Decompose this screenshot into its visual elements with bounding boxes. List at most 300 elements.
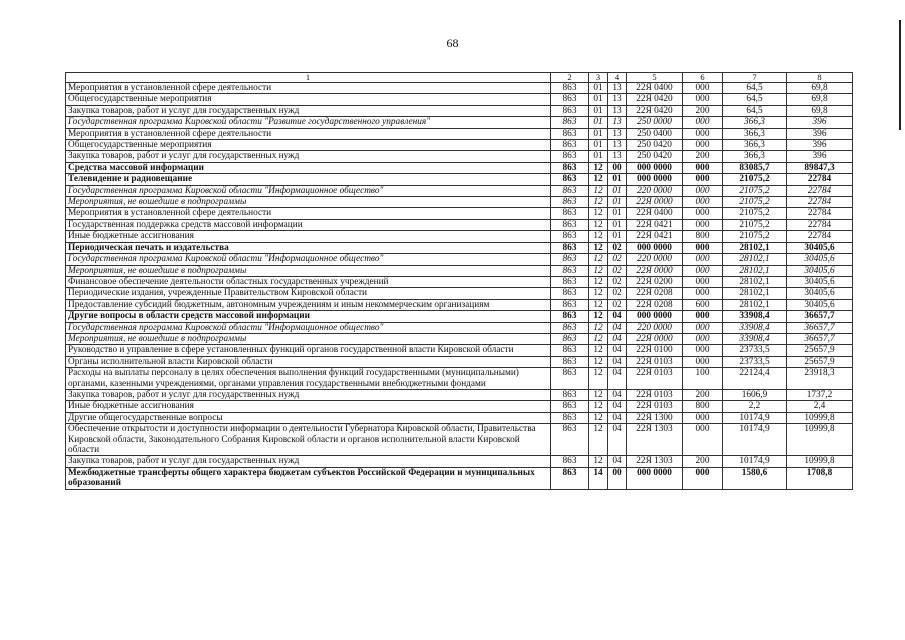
subsection-code-cell: 13 <box>608 83 627 94</box>
expense-type-cell: 800 <box>683 231 723 242</box>
subsection-code-cell: 04 <box>608 368 627 390</box>
target-article-cell: 22Я 0208 <box>627 288 683 299</box>
amount-year1-cell: 23733,5 <box>723 356 787 367</box>
expense-type-cell: 600 <box>683 299 723 310</box>
ved-code-cell: 863 <box>551 242 589 253</box>
subsection-code-cell: 04 <box>608 401 627 412</box>
row-name-cell: Мероприятия в установленной сфере деятельности <box>66 208 551 219</box>
amount-year1-cell: 366,3 <box>723 128 787 139</box>
row-name-cell: Другие вопросы в области средств массовой информации <box>66 311 551 322</box>
amount-year2-cell: 396 <box>787 117 853 128</box>
amount-year1-cell: 21075,2 <box>723 174 787 185</box>
row-name-cell: Государственная программа Кировской области "Информационное общество" <box>66 254 551 265</box>
section-code-cell: 01 <box>589 128 608 139</box>
subsection-code-cell: 02 <box>608 288 627 299</box>
table-row <box>66 83 853 94</box>
target-article-cell: 000 0000 <box>627 162 683 173</box>
amount-year1-cell: 33908,4 <box>723 311 787 322</box>
ved-code-cell: 863 <box>551 333 589 344</box>
expense-type-cell: 000 <box>683 345 723 356</box>
amount-year2-cell: 25657,9 <box>787 345 853 356</box>
ved-code-cell: 863 <box>551 424 589 456</box>
section-code-cell: 14 <box>589 467 608 489</box>
table-row <box>66 333 853 344</box>
table-body <box>66 83 853 490</box>
row-name-cell: Государственная программа Кировской области "Информационное общество" <box>66 322 551 333</box>
expense-type-cell: 200 <box>683 151 723 162</box>
expense-type-cell: 000 <box>683 140 723 151</box>
row-name-cell: Обеспечение открытости и доступности информации о деятельности Губернатора Кировской области, Правительства Кировской области, Законодательного Собрания Кировской области и органов исполнительной власти Кировской области <box>66 424 551 456</box>
table-row <box>66 174 853 185</box>
row-name-cell: Периодическая печать и издательства <box>66 242 551 253</box>
table-row <box>66 311 853 322</box>
table-row <box>66 401 853 412</box>
ved-code-cell: 863 <box>551 322 589 333</box>
table-row <box>66 162 853 173</box>
expense-type-cell: 000 <box>683 185 723 196</box>
subsection-code-cell: 02 <box>608 254 627 265</box>
target-article-cell: 22Я 0421 <box>627 219 683 230</box>
ved-code-cell: 863 <box>551 299 589 310</box>
section-code-cell: 12 <box>589 401 608 412</box>
table-row <box>66 242 853 253</box>
target-article-cell: 000 0000 <box>627 174 683 185</box>
target-article-cell: 250 0420 <box>627 140 683 151</box>
section-code-cell: 12 <box>589 185 608 196</box>
subsection-code-cell: 02 <box>608 299 627 310</box>
amount-year1-cell: 21075,2 <box>723 219 787 230</box>
amount-year2-cell: 10999,8 <box>787 456 853 467</box>
ved-code-cell: 863 <box>551 219 589 230</box>
target-article-cell: 220 0000 <box>627 185 683 196</box>
table-row <box>66 345 853 356</box>
ved-code-cell: 863 <box>551 467 589 489</box>
expense-type-cell: 000 <box>683 333 723 344</box>
table-row <box>66 197 853 208</box>
amount-year2-cell: 10999,8 <box>787 412 853 423</box>
table-row <box>66 219 853 230</box>
target-article-cell: 22Я 0100 <box>627 345 683 356</box>
amount-year2-cell: 22784 <box>787 197 853 208</box>
amount-year1-cell: 28102,1 <box>723 254 787 265</box>
target-article-cell: 22Я 0000 <box>627 197 683 208</box>
row-name-cell: Мероприятия в установленной сфере деятельности <box>66 128 551 139</box>
target-article-cell: 220 0000 <box>627 322 683 333</box>
section-code-cell: 12 <box>589 174 608 185</box>
amount-year2-cell: 22784 <box>787 231 853 242</box>
amount-year1-cell: 21075,2 <box>723 185 787 196</box>
amount-year2-cell: 396 <box>787 140 853 151</box>
row-name-cell: Периодические издания, учрежденные Правительством Кировской области <box>66 288 551 299</box>
expense-type-cell: 000 <box>683 265 723 276</box>
section-code-cell: 12 <box>589 322 608 333</box>
table-row <box>66 276 853 287</box>
column-header: 1 <box>66 73 551 83</box>
target-article-cell: 22Я 1303 <box>627 424 683 456</box>
row-name-cell: Иные бюджетные ассигнования <box>66 401 551 412</box>
amount-year2-cell: 2,4 <box>787 401 853 412</box>
subsection-code-cell: 02 <box>608 242 627 253</box>
expense-type-cell: 200 <box>683 105 723 116</box>
subsection-code-cell: 02 <box>608 276 627 287</box>
amount-year1-cell: 64,5 <box>723 83 787 94</box>
expense-type-cell: 000 <box>683 276 723 287</box>
row-name-cell: Предоставление субсидий бюджетным, автономным учреждениям и иным некоммерческим организациям <box>66 299 551 310</box>
target-article-cell: 22Я 0103 <box>627 389 683 400</box>
table-row <box>66 467 853 489</box>
target-article-cell: 22Я 0420 <box>627 105 683 116</box>
target-article-cell: 220 0000 <box>627 254 683 265</box>
table-row <box>66 389 853 400</box>
row-name-cell: Закупка товаров, работ и услуг для государственных нужд <box>66 105 551 116</box>
column-header: 4 <box>608 73 627 83</box>
ved-code-cell: 863 <box>551 231 589 242</box>
table-row <box>66 128 853 139</box>
section-code-cell: 12 <box>589 299 608 310</box>
subsection-code-cell: 04 <box>608 389 627 400</box>
table-row <box>66 254 853 265</box>
column-header: 3 <box>589 73 608 83</box>
table-row <box>66 424 853 456</box>
table-header-row <box>66 73 853 83</box>
amount-year2-cell: 36657,7 <box>787 333 853 344</box>
subsection-code-cell: 04 <box>608 311 627 322</box>
target-article-cell: 250 0400 <box>627 128 683 139</box>
section-code-cell: 12 <box>589 412 608 423</box>
ved-code-cell: 863 <box>551 83 589 94</box>
section-code-cell: 12 <box>589 288 608 299</box>
section-code-cell: 12 <box>589 311 608 322</box>
amount-year1-cell: 10174,9 <box>723 424 787 456</box>
row-name-cell: Телевидение и радиовещание <box>66 174 551 185</box>
target-article-cell: 22Я 0400 <box>627 208 683 219</box>
amount-year2-cell: 36657,7 <box>787 311 853 322</box>
expense-type-cell: 000 <box>683 412 723 423</box>
column-header: 2 <box>551 73 589 83</box>
expense-type-cell: 200 <box>683 389 723 400</box>
table-row <box>66 151 853 162</box>
ved-code-cell: 863 <box>551 456 589 467</box>
target-article-cell: 22Я 0000 <box>627 333 683 344</box>
amount-year1-cell: 21075,2 <box>723 197 787 208</box>
row-name-cell: Руководство и управление в сфере установленных функций органов государственной власти Кировской области <box>66 345 551 356</box>
section-code-cell: 12 <box>589 162 608 173</box>
subsection-code-cell: 01 <box>608 208 627 219</box>
ved-code-cell: 863 <box>551 105 589 116</box>
section-code-cell: 12 <box>589 265 608 276</box>
expense-type-cell: 000 <box>683 311 723 322</box>
amount-year2-cell: 25657,9 <box>787 356 853 367</box>
row-name-cell: Государственная поддержка средств массовой информации <box>66 219 551 230</box>
amount-year2-cell: 69,8 <box>787 83 853 94</box>
subsection-code-cell: 02 <box>608 265 627 276</box>
target-article-cell: 250 0000 <box>627 117 683 128</box>
row-name-cell: Другие общегосударственные вопросы <box>66 412 551 423</box>
ved-code-cell: 863 <box>551 345 589 356</box>
target-article-cell: 22Я 1300 <box>627 412 683 423</box>
table-row <box>66 322 853 333</box>
budget-table <box>65 72 853 490</box>
subsection-code-cell: 04 <box>608 345 627 356</box>
amount-year1-cell: 21075,2 <box>723 231 787 242</box>
amount-year2-cell: 30405,6 <box>787 299 853 310</box>
target-article-cell: 22Я 0421 <box>627 231 683 242</box>
subsection-code-cell: 04 <box>608 456 627 467</box>
row-name-cell: Закупка товаров, работ и услуг для государственных нужд <box>66 151 551 162</box>
ved-code-cell: 863 <box>551 288 589 299</box>
section-code-cell: 12 <box>589 231 608 242</box>
subsection-code-cell: 04 <box>608 356 627 367</box>
section-code-cell: 12 <box>589 389 608 400</box>
row-name-cell: Закупка товаров, работ и услуг для государственных нужд <box>66 389 551 400</box>
table-row <box>66 208 853 219</box>
column-header: 7 <box>723 73 787 83</box>
subsection-code-cell: 00 <box>608 467 627 489</box>
amount-year2-cell: 396 <box>787 151 853 162</box>
ved-code-cell: 863 <box>551 254 589 265</box>
amount-year2-cell: 36657,7 <box>787 322 853 333</box>
expense-type-cell: 000 <box>683 174 723 185</box>
subsection-code-cell: 13 <box>608 128 627 139</box>
section-code-cell: 12 <box>589 254 608 265</box>
amount-year2-cell: 22784 <box>787 219 853 230</box>
amount-year2-cell: 89847,3 <box>787 162 853 173</box>
ved-code-cell: 863 <box>551 356 589 367</box>
table-row <box>66 288 853 299</box>
subsection-code-cell: 13 <box>608 105 627 116</box>
section-code-cell: 12 <box>589 345 608 356</box>
column-header: 8 <box>787 73 853 83</box>
section-code-cell: 12 <box>589 276 608 287</box>
table-row <box>66 94 853 105</box>
amount-year2-cell: 23918,3 <box>787 368 853 390</box>
section-code-cell: 01 <box>589 140 608 151</box>
ved-code-cell: 863 <box>551 197 589 208</box>
amount-year1-cell: 10174,9 <box>723 456 787 467</box>
section-code-cell: 12 <box>589 368 608 390</box>
subsection-code-cell: 13 <box>608 140 627 151</box>
expense-type-cell: 100 <box>683 368 723 390</box>
ved-code-cell: 863 <box>551 151 589 162</box>
ved-code-cell: 863 <box>551 174 589 185</box>
target-article-cell: 22Я 0000 <box>627 265 683 276</box>
amount-year1-cell: 83085,7 <box>723 162 787 173</box>
expense-type-cell: 000 <box>683 219 723 230</box>
ved-code-cell: 863 <box>551 185 589 196</box>
row-name-cell: Иные бюджетные ассигнования <box>66 231 551 242</box>
target-article-cell: 22Я 1303 <box>627 456 683 467</box>
amount-year1-cell: 23733,5 <box>723 345 787 356</box>
ved-code-cell: 863 <box>551 117 589 128</box>
amount-year2-cell: 396 <box>787 128 853 139</box>
section-code-cell: 12 <box>589 197 608 208</box>
ved-code-cell: 863 <box>551 208 589 219</box>
row-name-cell: Государственная программа Кировской области "Информационное общество" <box>66 185 551 196</box>
table-row <box>66 368 853 390</box>
amount-year1-cell: 2,2 <box>723 401 787 412</box>
expense-type-cell: 000 <box>683 467 723 489</box>
ved-code-cell: 863 <box>551 94 589 105</box>
row-name-cell: Расходы на выплаты персоналу в целях обеспечения выполнения функций государственными (муниципальными) органами, казенными учреждениями, органами управления государственными внебюджетными фондами <box>66 368 551 390</box>
amount-year1-cell: 28102,1 <box>723 288 787 299</box>
table-row <box>66 185 853 196</box>
expense-type-cell: 000 <box>683 424 723 456</box>
target-article-cell: 22Я 0200 <box>627 276 683 287</box>
expense-type-cell: 000 <box>683 288 723 299</box>
section-code-cell: 12 <box>589 333 608 344</box>
amount-year1-cell: 22124,4 <box>723 368 787 390</box>
amount-year1-cell: 366,3 <box>723 140 787 151</box>
section-code-cell: 12 <box>589 356 608 367</box>
amount-year2-cell: 30405,6 <box>787 288 853 299</box>
section-code-cell: 12 <box>589 208 608 219</box>
ved-code-cell: 863 <box>551 128 589 139</box>
section-code-cell: 01 <box>589 117 608 128</box>
section-code-cell: 12 <box>589 456 608 467</box>
subsection-code-cell: 04 <box>608 424 627 456</box>
amount-year2-cell: 30405,6 <box>787 265 853 276</box>
amount-year2-cell: 1737,2 <box>787 389 853 400</box>
row-name-cell: Государственная программа Кировской области "Развитие государственного управления" <box>66 117 551 128</box>
table-row <box>66 299 853 310</box>
row-name-cell: Финансовое обеспечение деятельности областных государственных учреждений <box>66 276 551 287</box>
subsection-code-cell: 01 <box>608 197 627 208</box>
section-code-cell: 12 <box>589 424 608 456</box>
amount-year2-cell: 30405,6 <box>787 242 853 253</box>
subsection-code-cell: 04 <box>608 333 627 344</box>
expense-type-cell: 000 <box>683 208 723 219</box>
page-number: 68 <box>446 36 459 50</box>
amount-year1-cell: 33908,4 <box>723 322 787 333</box>
amount-year1-cell: 28102,1 <box>723 299 787 310</box>
amount-year2-cell: 30405,6 <box>787 254 853 265</box>
row-name-cell: Мероприятия в установленной сфере деятельности <box>66 83 551 94</box>
amount-year2-cell: 10999,8 <box>787 424 853 456</box>
ved-code-cell: 863 <box>551 265 589 276</box>
subsection-code-cell: 01 <box>608 185 627 196</box>
ved-code-cell: 863 <box>551 311 589 322</box>
target-article-cell: 250 0420 <box>627 151 683 162</box>
amount-year2-cell: 30405,6 <box>787 276 853 287</box>
subsection-code-cell: 01 <box>608 219 627 230</box>
row-name-cell: Межбюджетные трансферты общего характера бюджетам субъектов Российской Федерации и муниципальных образований <box>66 467 551 489</box>
target-article-cell: 22Я 0208 <box>627 299 683 310</box>
amount-year1-cell: 64,5 <box>723 105 787 116</box>
section-code-cell: 12 <box>589 219 608 230</box>
row-name-cell: Мероприятия, не вошедшие в подпрограммы <box>66 197 551 208</box>
expense-type-cell: 800 <box>683 401 723 412</box>
page-edge-line <box>899 20 901 130</box>
table-row <box>66 140 853 151</box>
subsection-code-cell: 04 <box>608 412 627 423</box>
subsection-code-cell: 01 <box>608 231 627 242</box>
column-header: 6 <box>683 73 723 83</box>
target-article-cell: 22Я 0103 <box>627 401 683 412</box>
expense-type-cell: 000 <box>683 83 723 94</box>
target-article-cell: 000 0000 <box>627 311 683 322</box>
amount-year2-cell: 22784 <box>787 185 853 196</box>
amount-year1-cell: 10174,9 <box>723 412 787 423</box>
target-article-cell: 000 0000 <box>627 467 683 489</box>
subsection-code-cell: 13 <box>608 94 627 105</box>
subsection-code-cell: 00 <box>608 162 627 173</box>
subsection-code-cell: 01 <box>608 174 627 185</box>
amount-year1-cell: 64,5 <box>723 94 787 105</box>
table-row <box>66 456 853 467</box>
ved-code-cell: 863 <box>551 412 589 423</box>
expense-type-cell: 000 <box>683 117 723 128</box>
amount-year2-cell: 22784 <box>787 208 853 219</box>
subsection-code-cell: 13 <box>608 151 627 162</box>
amount-year1-cell: 28102,1 <box>723 265 787 276</box>
row-name-cell: Общегосударственные мероприятия <box>66 94 551 105</box>
table-row <box>66 105 853 116</box>
table-row <box>66 265 853 276</box>
amount-year1-cell: 1580,6 <box>723 467 787 489</box>
amount-year1-cell: 1606,9 <box>723 389 787 400</box>
row-name-cell: Органы исполнительной власти Кировской области <box>66 356 551 367</box>
amount-year1-cell: 366,3 <box>723 117 787 128</box>
row-name-cell: Мероприятия, не вошедшие в подпрограммы <box>66 265 551 276</box>
target-article-cell: 22Я 0420 <box>627 94 683 105</box>
table-row <box>66 356 853 367</box>
ved-code-cell: 863 <box>551 389 589 400</box>
expense-type-cell: 000 <box>683 128 723 139</box>
ved-code-cell: 863 <box>551 401 589 412</box>
table-row <box>66 412 853 423</box>
expense-type-cell: 000 <box>683 94 723 105</box>
subsection-code-cell: 04 <box>608 322 627 333</box>
amount-year2-cell: 69,8 <box>787 94 853 105</box>
section-code-cell: 12 <box>589 242 608 253</box>
amount-year1-cell: 28102,1 <box>723 276 787 287</box>
row-name-cell: Общегосударственные мероприятия <box>66 140 551 151</box>
column-header: 5 <box>627 73 683 83</box>
amount-year2-cell: 22784 <box>787 174 853 185</box>
expense-type-cell: 000 <box>683 162 723 173</box>
amount-year1-cell: 33908,4 <box>723 333 787 344</box>
expense-type-cell: 000 <box>683 322 723 333</box>
section-code-cell: 01 <box>589 83 608 94</box>
amount-year1-cell: 21075,2 <box>723 208 787 219</box>
target-article-cell: 22Я 0400 <box>627 83 683 94</box>
amount-year2-cell: 1708,8 <box>787 467 853 489</box>
section-code-cell: 01 <box>589 151 608 162</box>
target-article-cell: 22Я 0103 <box>627 356 683 367</box>
table-row <box>66 117 853 128</box>
expense-type-cell: 000 <box>683 197 723 208</box>
amount-year1-cell: 28102,1 <box>723 242 787 253</box>
section-code-cell: 01 <box>589 94 608 105</box>
ved-code-cell: 863 <box>551 368 589 390</box>
expense-type-cell: 000 <box>683 356 723 367</box>
expense-type-cell: 000 <box>683 242 723 253</box>
ved-code-cell: 863 <box>551 276 589 287</box>
subsection-code-cell: 13 <box>608 117 627 128</box>
target-article-cell: 22Я 0103 <box>627 368 683 390</box>
target-article-cell: 000 0000 <box>627 242 683 253</box>
row-name-cell: Закупка товаров, работ и услуг для государственных нужд <box>66 456 551 467</box>
expense-type-cell: 000 <box>683 254 723 265</box>
table-row <box>66 231 853 242</box>
row-name-cell: Мероприятия, не вошедшие в подпрограммы <box>66 333 551 344</box>
section-code-cell: 01 <box>589 105 608 116</box>
row-name-cell: Средства массовой информации <box>66 162 551 173</box>
amount-year1-cell: 366,3 <box>723 151 787 162</box>
ved-code-cell: 863 <box>551 140 589 151</box>
ved-code-cell: 863 <box>551 162 589 173</box>
expense-type-cell: 200 <box>683 456 723 467</box>
